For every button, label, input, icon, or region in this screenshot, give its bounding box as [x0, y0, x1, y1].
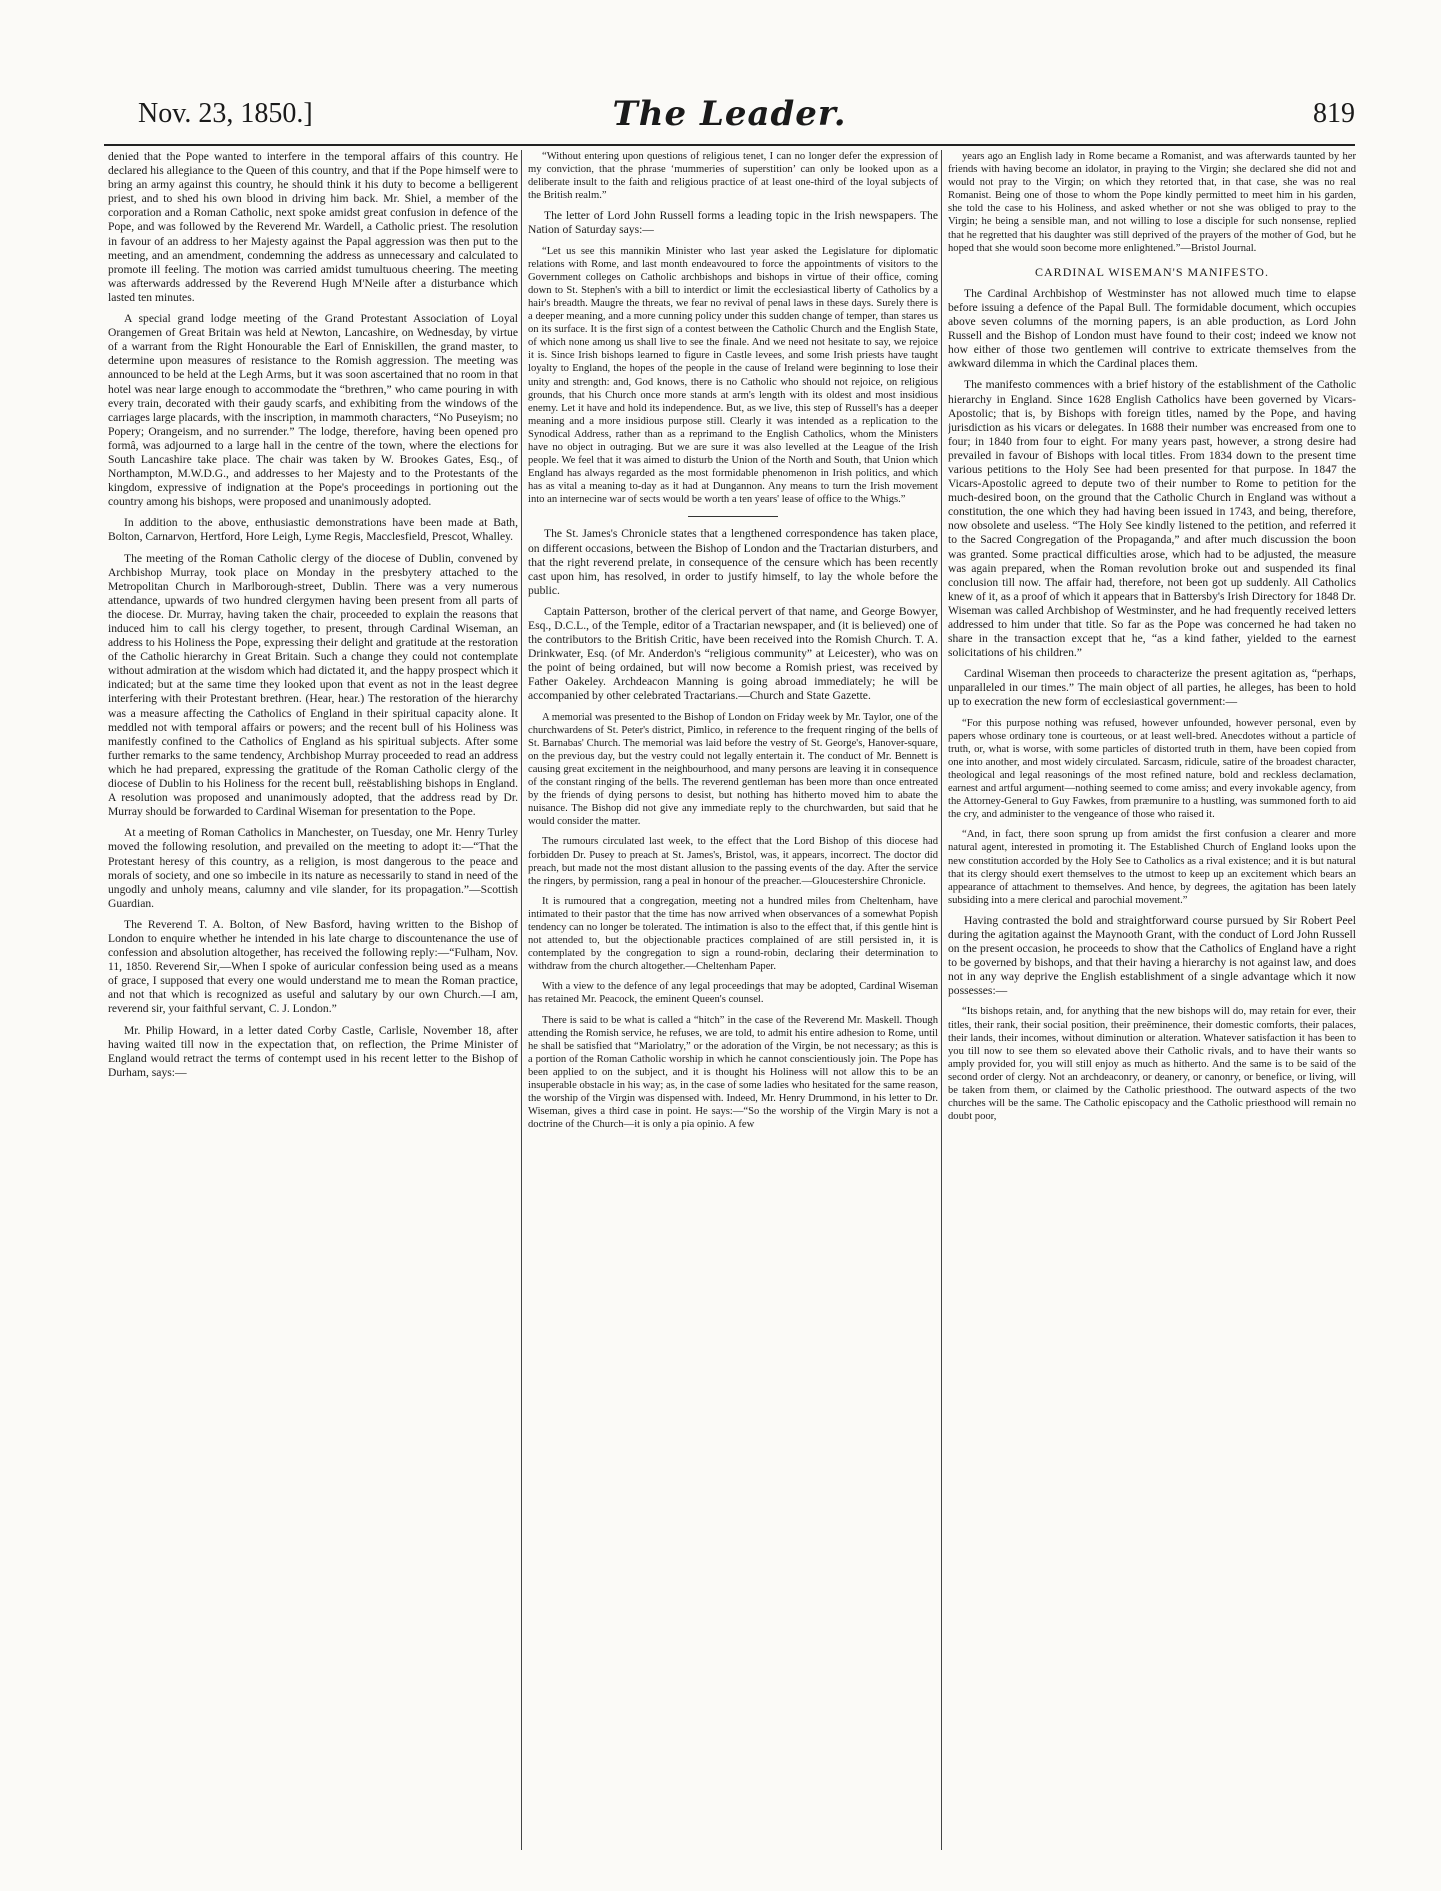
quotation: years ago an English lady in Rome became a Romanist, and was afterwards taunted by her friends with having become an idolator, in praying to the Virgin; she declared she did not and would not pray to the Virgin; on which they retorted that, in that case, she was no real Romanist. Being one of those to whom the Pope kindly permitted to meet him in his garden, she told the case to his Holiness, and asked whether or not she was obliged to pray to the Virgin; he being a sensible man, and not willing to lose a disciple for such nonsense, replied that he regretted that his daughter was still deprived of the prayers of the mother of God, but he hoped that she would soon become more enlightened.”—Bristol Journal. — [948, 151, 1356, 254]
paragraph: The Reverend T. A. Bolton, of New Basford, having written to the Bishop of London to enquire whether he intended in his late charge to discountenance the use of confession and absolution altogether, has received the following reply:—“Fulham, Nov. 11, 1850. Reverend Sir,—When I spoke of auricular confession being used as a means of grace, I supposed that every one would understand me to mean the Roman practice, and not that which is recognized as useful and salutary by our own Church.—I am, reverend sir, your faithful servant, C. J. London.” — [108, 917, 518, 1016]
page-number: 819 — [1313, 98, 1355, 129]
quotation: “And, in fact, there soon sprung up from amidst the first confusion a clearer and more natural agent, interested in promoting it. The Established Church of England looks upon the new constitution accorded by the Holy See to Catholics as a rival existence; and it is but natural that its clergy should exert themselves to the utmost to keep up an excitement which bears an appearance of attachment to themselves. And hence, by degrees, the agitation has been lately subsiding into a mere clerical and parochial movement.” — [948, 829, 1356, 906]
paragraph: The letter of Lord John Russell forms a leading topic in the Irish newspapers. The Nation of Saturday says:— — [528, 209, 938, 237]
paragraph-small: A memorial was presented to the Bishop of London on Friday week by Mr. Taylor, one of the churchwardens of St. Peter's district, Pimlico, in reference to the frequent ringing of the bells of St. Barnabas' Church. The memorial was laid before the vestry of St. George's, Hanover-square, on the previous day, but the vestry could not legally entertain it. The conduct of Mr. Bennett is causing great excitement in the neighbourhood, and many persons are leaving it in consequence of the constant ringing of the bells. The reverend gentleman has been more than once entreated by the friends of dying persons to desist, but nothing has hitherto moved him to abate the nuisance. The Bishop did not give any immediate reply to the churchwarden, but said that he would consider the matter. — [528, 711, 938, 828]
paragraph: A special grand lodge meeting of the Grand Protestant Association of Loyal Orangemen of Great Britain was held at Newton, Lancashire, on Wednesday, by virtue of a warrant from the Right Honourable the Earl of Enniskillen, the grand master, to determine upon measures of resistance to the Romish aggression. The meeting was announced to be held at the Legh Arms, but it was soon ascertained that no room in that hotel was near large enough to accommodate the “brethren,” who came pouring in with every train, decorated with their gaudy scarfs, and exhibiting from the windows of the carriages large placards, with the inscription, in mammoth characters, “No Puseyism; no Popery; Orangeism, and no surrender.” The lodge, therefore, having been opened pro formâ, was adjourned to a large hall in the centre of the town, where the elections for South Lancashire take place. The chair was taken by W. Brookes Gates, Esq., of Northampton, M.W.D.G., and addresses to her Majesty and to the Protestants of the kingdom, expressive of indignation at the Pope's proceedings in portioning out the country among his bishops, were proposed and unanimously adopted. — [108, 312, 518, 509]
paragraph: The Cardinal Archbishop of Westminster has not allowed much time to elapse before issuing a defence of the Papal Bull. The formidable document, which occupies above seven columns of the morning papers, is an able production, as Lord John Russell and the Bishop of London must have found to their cost; indeed we know not how either of those two gentlemen will contrive to extricate themselves from the awkward dilemma in which the Cardinal places them. — [948, 286, 1356, 371]
section-heading: CARDINAL WISEMAN'S MANIFESTO. — [1035, 264, 1269, 279]
paragraph: Mr. Philip Howard, in a letter dated Corby Castle, Carlisle, November 18, after having waited till now in the expectation that, on reflection, the Prime Minister of England would retract the terms of contempt used in his recent letter to the Bishop of Durham, says:— — [108, 1023, 518, 1079]
paragraph-small: With a view to the defence of any legal proceedings that may be adopted, Cardinal Wiseman has retained Mr. Peacock, the eminent Queen's counsel. — [528, 981, 938, 1006]
column-divider — [941, 150, 942, 1850]
paragraph: At a meeting of Roman Catholics in Manchester, on Tuesday, one Mr. Henry Turley moved the following resolution, and prevailed on the meeting to adopt it:—“That the Protestant heresy of this country, as a religion, is most dangerous to the peace and morals of society, and one so imbecile in its nature as necessarily to stand in need of the ungodly and unholy means, calumny and vile slander, for its propagation.”—Scottish Guardian. — [108, 826, 518, 910]
paragraph: The meeting of the Roman Catholic clergy of the diocese of Dublin, convened by Archbishop Murray, took place on Monday in the presbytery attached to the Metropolitan Church in Marlborough-street, Dublin. There was a very numerous attendance, upwards of two hundred clergymen having been present from all parts of the diocese. Dr. Murray, having taken the chair, proceeded to explain the reasons that induced him to call his clergy together, to present, through Cardinal Wiseman, an address to his Holiness the Pope, expressing their delight and gratitude at the restoration of the Catholic hierarchy in Great Britain. Such a change they could not contemplate without admiration at the wisdom which had dictated it, and the happy prospect which it indicated; but at the same time they looked upon that event as not in the least degree interfering with their Protestant brethren. (Hear, hear.) The restoration of the hierarchy was a measure affecting the Catholics of England in their spiritual capacity alone. It meddled not with temporal affairs or powers; and the recent bull of his Holiness was manifestly confined to the Catholics of England as his spiritual subjects. After some further remarks to the same tendency, Archbishop Murray proceeded to read an address which he had prepared, expressing the gratitude of the Roman Catholic clergy of the diocese of Dublin to his Holiness for the recent bull, reëstablishing bishops in England. A resolution was proposed and unanimously adopted, that the address read by Dr. Murray should be forwarded to Cardinal Wiseman for presentation to the Pope. — [108, 551, 518, 819]
paragraph: denied that the Pope wanted to interfere in the temporal affairs of this country. He declared his allegiance to the Queen of this country, and that if the Pope himself were to bring an army against this country, he should think it his duty to become a belligerent priest, and to shed his own blood in driving him back. Mr. Shiel, a member of the corporation and a Roman Catholic, next spoke amidst great confusion in defence of the Pope, and was followed by the Reverend Mr. Wardell, a Catholic priest. The resolution in favour of an address to her Majesty against the Papal aggression was then put to the meeting, and an amendment, condemning the address as unnecessary and calculated to promote ill feeling. The motion was carried amidst tumultuous cheering. The meeting was afterwards addressed by the Reverend Hugh M'Neile after a disturbance which lasted ten minutes. — [108, 150, 518, 304]
quotation: “Without entering upon questions of religious tenet, I can no longer defer the expression of my conviction, that the phrase ‘mummeries of superstition’ can only be looked upon as a deliberate insult to the faith and religious practice of at least one-third of the loyal subjects of the British realm.” — [528, 151, 938, 202]
header-rule — [104, 144, 1355, 146]
column-1 — [108, 150, 518, 1855]
quotation: “For this purpose nothing was refused, however unfounded, however personal, even by papers whose ordinary tone is courteous, or at least well-bred. Anecdotes without a particle of truth, or, what is worse, with some particles of distorted truth in them, have been copied from one into another, and most widely circulated. Sarcasm, ridicule, satire of the broadest character, theological and legal reasonings of the most refined nature, bold and reckless declamation, earnest and artful argument—nothing seemed to come amiss; and every invokable agency, from the Attorney-General to Guy Fawkes, from præmunire to a hustling, was summoned forth to aid the cry, and administer to the vengeance of those who raised it. — [948, 717, 1356, 821]
column-3 — [948, 150, 1356, 1855]
paragraph-small: The rumours circulated last week, to the effect that the Lord Bishop of this diocese had forbidden Dr. Pusey to preach at St. James's, Bristol, was, it appears, incorrect. The doctor did preach, but made not the most distant allusion to the passing events of the day. After the service the ringers, by permission, rang a peal in honour of the preacher.—Gloucestershire Chronicle. — [528, 836, 938, 887]
column-divider — [521, 150, 522, 1850]
paragraph: The St. James's Chronicle states that a lengthened correspondence has taken place, on different occasions, between the Bishop of London and the Tractarian disturbers, and that the right reverend prelate, in consequence of the censure which has been recently cast upon him, has resolved, in order to justify himself, to lay the whole before the public. — [528, 527, 938, 597]
section-rule — [688, 516, 778, 517]
quotation: “Let us see this mannikin Minister who last year asked the Legislature for diplomatic relations with Rome, and last month endeavoured to force the appointments of visitors to the Government colleges on Catholic archbishops and bishops in virtue of their office, coming down to St. Stephen's with a bill to interdict or limit the ecclesiastical liberty of Catholics by a hair's breadth. Maugre the threats, we fear no revival of penal laws in these days. Surely there is a deeper meaning, and a more cunning policy under this sudden change of temper, than stares us on its surface. It is the first sign of a contest between the Catholic Church and the English State, of which none among us shall live to see the finale. And we need not hesitate to say, we rejoice it is. Since Irish bishops learned to figure in Castle levees, and some Irish priests have taught loyalty to England, the hopes of the people in the cause of Ireland were beginning to lose their unity and strength: and, God knows, there is no Catholic who should not rejoice, on religious grounds, that his Church once more stands at arm's length with its oldest and most insidious enemy. Let it have and hold its independence. But, as we live, this step of Russell's has a deeper meaning and a more insidious purpose still. Clearly it was intended as a replication to the Synodical Address, rather than as a reprimand to the English Catholics, whom the Ministers have no object in outraging. But we are sure it was also levelled at the League of the Irish people. We feel that it was aimed to disturb the Union of the North and South, that Union which England has always regarded as the most formidable phenomenon in Irish politics, and which has as vital a meaning to-day as it had at Dungannon. Any means to turn the Irish movement into an internecine war of sects would be worth a ten years' lease of office to the Whigs.” — [528, 245, 938, 506]
issue-date: Nov. 23, 1850.] — [138, 98, 313, 129]
newspaper-title: The Leader. — [612, 94, 847, 134]
column-2 — [528, 150, 938, 1855]
paragraph: In addition to the above, enthusiastic demonstrations have been made at Bath, Bolton, Carnarvon, Hertford, Hore Leigh, Lyme Regis, Macclesfield, Prescot, Whalley. — [108, 516, 518, 544]
paragraph: Captain Patterson, brother of the clerical pervert of that name, and George Bowyer, Esq., D.C.L., of the Temple, editor of a Tractarian newspaper, and (it is believed) one of the contributors to the British Critic, have been received into the Romish Church. T. A. Drinkwater, Esq. (of Mr. Anderdon's “religious community” at Leicester), who was on the point of being ordained, but will now become a Romish priest, was received by Father Oakeley. Archdeacon Manning is going abroad immediately; he will be accompanied by other celebrated Tractarians.—Church and State Gazette. — [528, 604, 938, 703]
paragraph: Having contrasted the bold and straightforward course pursued by Sir Robert Peel during the agitation against the Maynooth Grant, with the conduct of Lord John Russell on the present occasion, he proceeds to show that the Catholics of England have a right to be governed by bishops, and that their having a hierarchy is not against law, and does not in any way deprive the English establishment of a single advantage which it now possesses:— — [948, 913, 1356, 998]
masthead — [104, 92, 1355, 132]
paragraph: Cardinal Wiseman then proceeds to characterize the present agitation as, “perhaps, unparalleled in our times.” The main object of all parties, he alleges, has been to hold up to execration the new form of ecclesiastical government:— — [948, 667, 1356, 709]
paragraph-small: There is said to be what is called a “hitch” in the case of the Reverend Mr. Maskell. Though attending the Romish service, he refuses, we are told, to admit his entire adhesion to Rome, until he shall be satisfied that “Mariolatry,” or the adoration of the Virgin, be not necessary; as this is a portion of the Roman Catholic worship in which he cannot conscientiously join. The Pope has been applied to on the subject, and it is thought his Holiness will not allow this to be an insuperable obstacle in his way; as, in the case of some ladies who hesitated for the same reason, the worship of the Virgin was dispensed with. Indeed, Mr. Henry Drummond, in his letter to Dr. Wiseman, gives a third case in point. He says:—“So the worship of the Virgin Mary is not a doctrine of the Church—it is only a pia opinio. A few — [528, 1014, 938, 1131]
paragraph-small: It is rumoured that a congregation, meeting not a hundred miles from Cheltenham, have intimated to their pastor that the time has now arrived when observances of a somewhat Popish tendency can no longer be tolerated. The intimation is also to the effect that, if this gentle hint is not attended to, but the objectionable practices complained of are still persisted in, it is contemplated by the congregation to sign a round-robin, declaring their determination to withdraw from the church altogether.—Cheltenham Paper. — [528, 895, 938, 973]
paragraph: The manifesto commences with a brief history of the establishment of the Catholic hierarchy in England. Since 1628 English Catholics have been governed by Vicars-Apostolic; that is, by Bishops with foreign titles, named by the Pope, and having jurisdiction as his vicars or delegates. In 1688 their number was encreased from one to four; in 1840 from four to eight. For many years past, however, a strong desire had prevailed in favour of Bishops with local titles. From 1834 down to the present time various petitions to the Holy See had been presented for that purpose. In 1847 the Vicars-Apostolic agreed to depute two of their number to Rome to petition for the much-desired boon, on the ground that the Catholic Church in England was without a constitution, the one which they had having been issued in 1743, and being, therefore, now obsolete and useless. “The Holy See kindly listened to the petition, and referred it to the Sacred Congregation of the Propaganda,” and after much discussion the boon was granted. Some practical difficulties arose, which had to be adjusted, the measure was again prepared, when the Roman revolution broke out and suspended its final conclusion till now. The affair had, therefore, not been got up suddenly. All Catholics knew of it, as a proof of which it appears that in Battersby's Irish Directory for 1848 Dr. Wiseman was called Archbishop of Westminster, and he had frequently received letters addressed to him under that title. So far as the Pope was concerned he had taken no share in the transaction except that he, “as a kind father, yielded to the earnest solicitations of his children.” — [948, 378, 1356, 660]
quotation: “Its bishops retain, and, for anything that the new bishops will do, may retain for ever, their titles, their rank, their social position, their preëminence, their domestic comforts, their palaces, their lands, their incomes, without diminution or alteration. Whatever satisfaction it has been to you till now to see them so elevated above their Catholic rivals, and to have their wants so amply provided for, you will still enjoy as much as hitherto. And the same is to be said of the second order of clergy. Not an archdeaconry, or deanery, or canonry, or benefice, or living, will be taken from them, or claimed by the Catholic priesthood. The outward aspects of the two churches will be the same. The Catholic episcopacy and the Catholic priesthood will remain no doubt poor, — [948, 1006, 1356, 1123]
